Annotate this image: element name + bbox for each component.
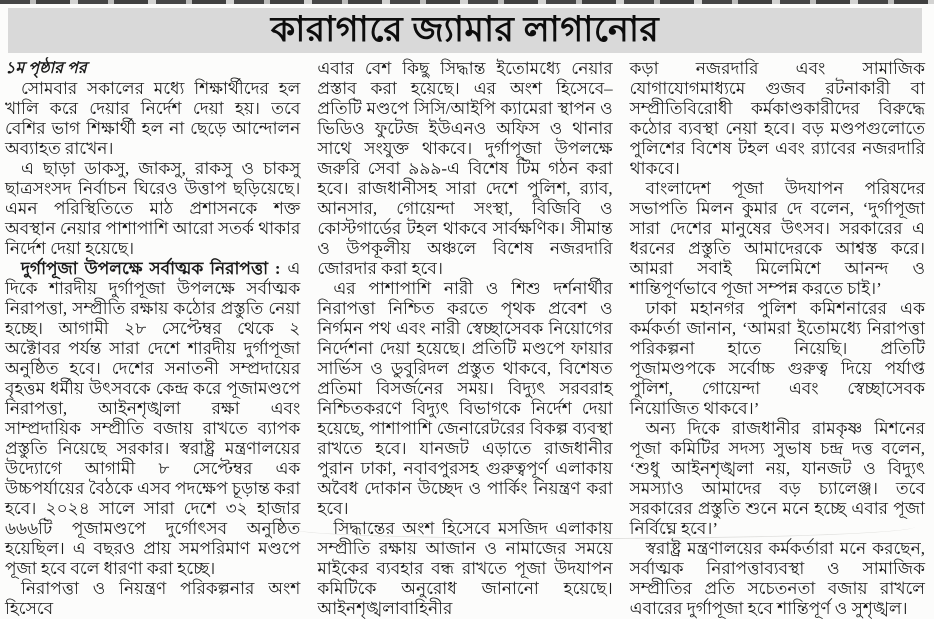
article-paragraph: সোমবার সকালের মধ্যে শিক্ষার্থীদের হল খালি করে দেয়ার নির্দেশ দেয়া হয়। তবে বেশির ভাগ শিক্ষার্থী হল না ছেড়ে আন্দোলন অব্যাহত রাখেন। — [5, 79, 301, 158]
headline-band — [8, 8, 922, 53]
article-body — [5, 59, 925, 618]
article-paragraph: কড়া নজরদারি এবং সামাজিক যোগাযোগমাধ্যমে গুজব রটনাকারী বা সম্প্রীতিবিরোধী কর্মকাণ্ডকারীদের বিরুদ্ধে কঠোর ব্যবস্থা নেয়া হবে। বড় মণ্ডপগুলোতে পুলিশের বিশেষ টহল এবং র‍্যাবের নজরদারি থাকবে। — [629, 59, 925, 178]
article-paragraph: সিদ্ধান্তের অংশ হিসেবে মসজিদ এলাকায় সম্প্রীতি রক্ষায় আজান ও নামাজের সময়ে মাইকের ব্যবহার বন্ধ রাখতে পূজা উদযাপন কমিটিকে অনুরোধ জানানো হয়েছে। আইনশৃঙ্খলাবাহিনীর — [317, 519, 613, 618]
article-paragraph: এর পাশাপাশি নারী ও শিশু দর্শনার্থীর নিরাপত্তা নিশ্চিত করতে পৃথক প্রবেশ ও নির্গমন পথ এবং নারী স্বেচ্ছাসেবক নিয়োগের নির্দেশনা দেয়া হয়েছে। প্রতিটি মণ্ডপে ফায়ার সার্ভিস ও ডুবুরিদল প্রস্তুত থাকবে, বিশেষত প্রতিমা বিসর্জনের সময়। বিদ্যুৎ সরবরাহ নিশ্চিতকরণে বিদ্যুৎ বিভাগকে নির্দেশ দেয়া হয়েছে, পাশাপাশি জেনারেটরের বিকল্প ব্যবস্থা রাখতে হবে। যানজট এড়াতে রাজধানীর পুরান ঢাকা, নবাবপুরসহ গুরুত্বপূর্ণ এলাকায় অবৈধ দোকান উচ্ছেদ ও পার্কিং নিয়ন্ত্রণ করা হবে। — [317, 279, 613, 518]
article-paragraph: এবার বেশ কিছু সিদ্ধান্ত ইতোমধ্যে নেয়ার প্রস্তাব করা হয়েছে। এর অংশ হিসেবে– প্রতিটি মণ্ডপে সিসি/আইপি ক্যামেরা স্থাপন ও ভিডিও ফুটেজ ইউএনও অফিস ও থানার সাথে সংযুক্ত থাকবে। দুর্গাপূজা উপলক্ষে জরুরি সেবা ৯৯৯-এ বিশেষ টিম গঠন করা হবে। রাজধানীসহ সারা দেশে পুলিশ, র‍্যাব, আনসার, গোয়েন্দা সংস্থা, বিজিবি ও কোস্টগার্ডের টহল থাকবে সার্বক্ষণিক। সীমান্ত ও উপকূলীয় অঞ্চলে বিশেষ নজরদারি জোরদার করা হবে। — [317, 59, 613, 278]
continued-from-note: ১ম পৃষ্ঠার পর — [5, 60, 87, 77]
article-column-3 — [629, 59, 925, 618]
paragraph-lead: দুর্গাপূজা উপলক্ষে সর্বাত্মক নিরাপত্তা : — [21, 259, 288, 278]
cropped-previous-line-artifact — [0, 0, 934, 4]
article-paragraph: এ ছাড়া ডাকসু, জাকসু, রাকসু ও চাকসু ছাত্রসংসদ নির্বাচন ঘিরেও উত্তাপ ছড়িয়েছে। এমন পরিস্থিতিতে মাঠ প্রশাসনকে শক্ত অবস্থান নেয়ার পাশাপাশি আরো সতর্ক থাকার নির্দেশ দেয়া হয়েছে। — [5, 159, 301, 258]
article-paragraph: দুর্গাপূজা উপলক্ষে সর্বাত্মক নিরাপত্তা : এ দিকে শারদীয় দুর্গাপূজা উপলক্ষে সর্বাত্মক নিরাপত্তা, সম্প্রীতি রক্ষায় কঠোর প্রস্তুতি নেয়া হচ্ছে। আগামী ২৮ সেপ্টেম্বর থেকে ২ অক্টোবর পর্যন্ত সারা দেশে শারদীয় দুর্গাপূজা অনুষ্ঠিত হবে। দেশের সনাতনী সম্প্রদায়ের বৃহত্তম ধর্মীয় উৎসবকে কেন্দ্র করে পূজামণ্ডপে নিরাপত্তা, আইনশৃঙ্খলা রক্ষা এবং সাম্প্রদায়িক সম্প্রীতি বজায় রাখতে ব্যাপক প্রস্তুতি নিয়েছে সরকার। স্বরাষ্ট্র মন্ত্রণালয়ের উদ্যোগে আগামী ৮ সেপ্টেম্বর এক উচ্চপর্যায়ের বৈঠকে এসব পদক্ষেপ চূড়ান্ত করা হবে। ২০২৪ সালে সারা দেশে ৩২ হাজার ৬৬৬টি পূজামণ্ডপে দুর্গোৎসব অনুষ্ঠিত হয়েছিল। এ বছরও প্রায় সমপরিমাণ মণ্ডপে পূজা হবে বলে ধারণা করা হচ্ছে। — [5, 259, 301, 578]
article-paragraph: নিরাপত্তা ও নিয়ন্ত্রণ পরিকল্পনার অংশ হিসেবে — [5, 579, 301, 618]
article-headline: কারাগারে জ্যামার লাগানোর — [270, 10, 660, 49]
article-column-2 — [317, 59, 613, 618]
article-paragraph: ঢাকা মহানগর পুলিশ কমিশনারের এক কর্মকর্তা জানান, ‘আমরা ইতোমধ্যে নিরাপত্তা পরিকল্পনা হাতে নিয়েছি। প্রতিটি পূজামণ্ডপকে সর্বোচ্চ গুরুত্ব দিয়ে পর্যাপ্ত পুলিশ, গোয়েন্দা এবং স্বেচ্ছাসেবক নিয়োজিত থাকবে।’ — [629, 299, 925, 418]
article-paragraph: বাংলাদেশ পূজা উদযাপন পরিষদের সভাপতি মিলন কুমার দে বলেন, ‘দুর্গাপূজা সারা দেশের মানুষের উৎসব। সরকারের এ ধরনের প্রস্তুতি আমাদেরকে আশ্বস্ত করে। আমরা সবাই মিলেমিশে আনন্দ ও শান্তিপূর্ণভাবে পূজা সম্পন্ন করতে চাই।’ — [629, 179, 925, 298]
article-paragraph: অন্য দিকে রাজধানীর রামকৃষ্ণ মিশনের পূজা কমিটির সদস্য সুভাষ চন্দ্র দত্ত বলেন, ‘শুধু আইনশৃঙ্খলা নয়, যানজট ও বিদ্যুৎ সমস্যাও আমাদের বড় চ্যালেঞ্জ। তবে সরকারের প্রস্তুতি শুনে মনে হচ্ছে এবার পূজা নির্বিঘ্নে হবে।’ — [629, 419, 925, 538]
article-column-1 — [5, 59, 301, 618]
article-paragraph: স্বরাষ্ট্র মন্ত্রণালয়ের কর্মকর্তারা মনে করছেন, সর্বাত্মক নিরাপত্তাব্যবস্থা ও সামাজিক সম্প্রীতির প্রতি সচেতনতা বজায় রাখলে এবারের দুর্গাপূজা হবে শান্তিপূর্ণ ও সুশৃঙ্খল। — [629, 539, 925, 618]
